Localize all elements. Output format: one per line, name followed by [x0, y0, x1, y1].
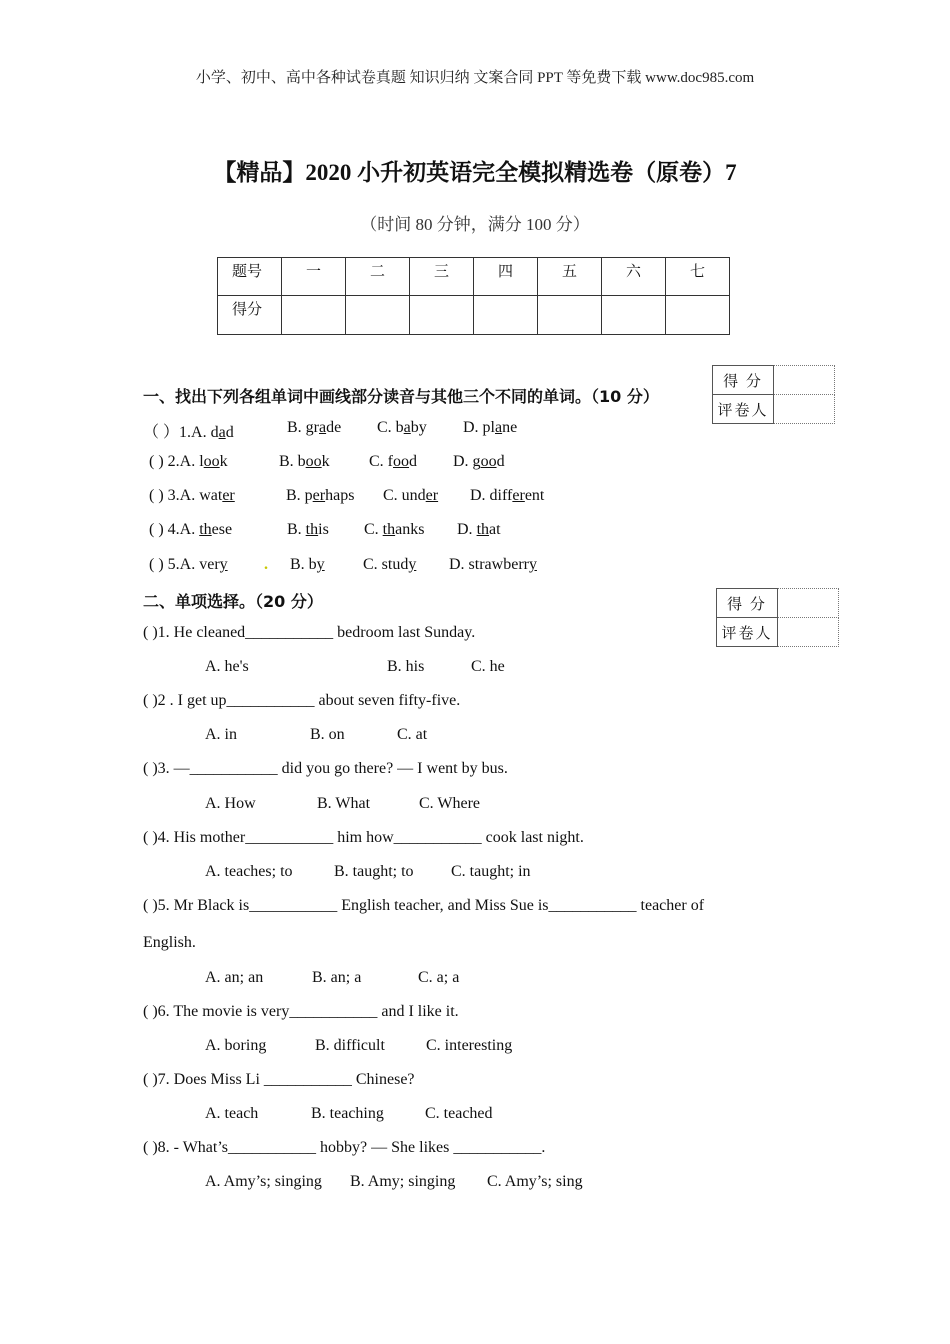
word-part: B. b	[290, 556, 317, 573]
score-table-col: 七	[666, 258, 730, 296]
underlined-part: er	[312, 487, 326, 504]
word-part: B. b	[279, 453, 306, 470]
grader-box-section2	[716, 588, 839, 647]
underlined-part: er	[512, 487, 525, 504]
grader-reviewer-label: 评卷人	[717, 618, 778, 647]
q-number: 1.A.	[179, 424, 211, 441]
q-number: 4.A.	[167, 521, 200, 538]
s1-option-b	[287, 419, 341, 437]
s1-option-c	[364, 521, 424, 539]
grader-score-label: 得 分	[713, 366, 774, 395]
q-number: 3.A. wat	[167, 487, 223, 504]
s1-option-b	[290, 556, 325, 574]
s2-option-a[interactable]: A. teach	[205, 1105, 259, 1122]
underlined-part: a	[319, 419, 327, 436]
s1-option-d	[463, 419, 517, 437]
underlined-part: oo	[393, 453, 409, 470]
s2-option-c[interactable]: C. at	[397, 726, 428, 743]
word-part: ese	[211, 521, 233, 538]
score-cell[interactable]	[346, 296, 410, 335]
word-part: C.	[364, 521, 383, 538]
score-table-row1-label: 题号	[218, 258, 282, 296]
word-part: at	[489, 521, 501, 538]
word-part: d	[225, 424, 234, 441]
word-part: D. diff	[470, 487, 513, 504]
underlined-part: y	[219, 556, 228, 573]
underlined-part: a	[495, 419, 503, 436]
s2-question-stem: ( )7. Does Miss Li ___________ Chinese?	[143, 1071, 415, 1088]
word-part: ent	[524, 487, 545, 504]
underlined-part: y	[408, 556, 417, 573]
word-part: D. g	[453, 453, 481, 470]
word-part: de	[326, 419, 342, 436]
s2-question-stem: ( )3. —___________ did you go there? — I went by bus.	[143, 760, 508, 777]
underlined-part: th	[305, 521, 319, 538]
underlined-part: th	[476, 521, 490, 538]
word-part: d	[210, 424, 219, 441]
s1-question	[149, 453, 228, 471]
s2-option-b[interactable]: B. What	[317, 795, 371, 812]
word-part: by	[410, 419, 427, 436]
score-table-header-row	[218, 258, 730, 296]
s1-option-d	[470, 487, 544, 505]
underlined-part: th	[382, 521, 396, 538]
score-table	[217, 257, 730, 335]
word-part: haps	[325, 487, 355, 504]
word-part: C. f	[369, 453, 393, 470]
s1-option-c	[383, 487, 438, 505]
s2-option-a[interactable]: A. teaches; to	[205, 863, 293, 880]
answer-paren[interactable]: ( )	[149, 487, 164, 504]
word-part: is	[318, 521, 329, 538]
score-cell[interactable]	[410, 296, 474, 335]
underlined-part: th	[199, 521, 212, 538]
s2-option-a[interactable]: A. in	[205, 726, 237, 743]
s1-option-d	[453, 453, 505, 471]
word-part: D.	[457, 521, 477, 538]
s1-option-b	[287, 521, 329, 539]
grader-score-label: 得 分	[717, 589, 778, 618]
s2-option-b[interactable]: B. Amy; singing	[350, 1173, 456, 1190]
s2-question-stem: ( )2 . I get up___________ about seven fifty-five.	[143, 692, 461, 709]
s2-question-stem: ( )1. He cleaned___________ bedroom last Sunday.	[143, 624, 476, 641]
word-part: B. p	[286, 487, 313, 504]
underlined-part: y	[528, 556, 537, 573]
answer-paren[interactable]: ( )	[149, 453, 164, 470]
s2-option-b[interactable]: B. difficult	[315, 1037, 385, 1054]
s2-question-stem: ( )5. Mr Black is___________ English teacher, and Miss Sue is___________ teacher of	[143, 897, 705, 914]
s1-question	[149, 556, 228, 574]
grader-box-section1	[712, 365, 835, 424]
underlined-part: a	[218, 424, 226, 441]
s2-option-b[interactable]: B. taught; to	[334, 863, 414, 880]
score-cell[interactable]	[538, 296, 602, 335]
q-number: 5.A. ver	[167, 556, 220, 573]
s2-option-c[interactable]: C. interesting	[426, 1037, 513, 1054]
section2-heading: 二、单项选择。（20 分）	[143, 592, 323, 611]
word-part: d	[409, 453, 417, 470]
grader-score-value[interactable]	[778, 589, 839, 618]
s1-question	[149, 487, 235, 505]
grader-reviewer-label: 评卷人	[713, 395, 774, 424]
site-header: 小学、初中、高中各种试卷真题 知识归纳 文案合同 PPT 等免费下载 www.doc985.com	[195, 70, 755, 86]
s2-option-b[interactable]: B. on	[310, 726, 345, 743]
s2-option-c[interactable]: C. he	[471, 658, 505, 675]
grader-score-value[interactable]	[774, 366, 835, 395]
s1-question	[143, 419, 234, 442]
s1-option-c	[363, 556, 416, 574]
score-cell[interactable]	[666, 296, 730, 335]
s2-question-stem: ( )4. His mother___________ him how___________ cook last night.	[143, 829, 584, 846]
exam-subtitle: （时间 80 分钟，满分 100 分）	[360, 215, 590, 234]
answer-paren[interactable]: ( )	[149, 556, 164, 573]
page-title: 【精品】2020 小升初英语完全模拟精选卷（原卷）7	[213, 160, 737, 185]
word-part: C. und	[383, 487, 426, 504]
word-part: k	[219, 453, 228, 470]
s2-option-a[interactable]: A. How	[205, 795, 256, 812]
s2-option-c[interactable]: C. teached	[425, 1105, 493, 1122]
q-number: 2.A. l	[167, 453, 204, 470]
word-part: C. b	[377, 419, 404, 436]
s1-question	[149, 521, 232, 539]
s1-option-c	[377, 419, 427, 437]
score-table-col: 五	[538, 258, 602, 296]
s2-option-c[interactable]: C. a; a	[418, 969, 460, 986]
score-table-col: 二	[346, 258, 410, 296]
underlined-part: oo	[480, 453, 497, 470]
score-cell[interactable]	[282, 296, 346, 335]
word-part: d	[496, 453, 505, 470]
s2-question-stem: ( )8. - What’s___________ hobby? — She likes ___________.	[143, 1139, 546, 1156]
s1-option-d	[449, 556, 537, 574]
grader-reviewer-value[interactable]	[778, 618, 839, 647]
score-table-score-row	[218, 296, 730, 335]
underlined-part: er	[425, 487, 439, 504]
s2-question-stem: ( )6. The movie is very___________ and I like it.	[143, 1003, 459, 1020]
s2-option-a[interactable]: A. boring	[205, 1037, 267, 1054]
word-part: B. gr	[287, 419, 319, 436]
s1-option-d	[457, 521, 501, 539]
word-part: D. strawberr	[449, 556, 529, 573]
score-table-col: 六	[602, 258, 666, 296]
word-part: D. pl	[463, 419, 495, 436]
word-part: ne	[502, 419, 518, 436]
s2-question-stem-cont: English.	[143, 934, 196, 951]
score-cell[interactable]	[602, 296, 666, 335]
grader-reviewer-value[interactable]	[774, 395, 835, 424]
underlined-part: oo	[203, 453, 220, 470]
underlined-part: oo	[305, 453, 322, 470]
underlined-part: er	[222, 487, 235, 504]
s2-option-a[interactable]: A. an; an	[205, 969, 264, 986]
underlined-part: y	[316, 556, 325, 573]
score-table-row2-label: 得分	[218, 296, 282, 335]
score-table-col: 三	[410, 258, 474, 296]
stray-dot: .	[264, 556, 268, 573]
word-part: k	[321, 453, 330, 470]
score-table-col: 四	[474, 258, 538, 296]
word-part: anks	[395, 521, 425, 538]
s1-option-c	[369, 453, 417, 471]
s2-option-c[interactable]: C. Amy’s; sing	[487, 1173, 583, 1190]
s2-option-a[interactable]: A. Amy’s; singing	[205, 1173, 322, 1190]
underlined-part: a	[403, 419, 411, 436]
word-part: C. stud	[363, 556, 409, 573]
s2-option-b[interactable]: B. his	[387, 658, 425, 675]
answer-paren[interactable]: （ ）	[143, 424, 180, 441]
score-table-col: 一	[282, 258, 346, 296]
s2-option-b[interactable]: B. teaching	[311, 1105, 384, 1122]
word-part: B.	[287, 521, 306, 538]
section1-heading: 一、找出下列各组单词中画线部分读音与其他三个不同的单词。（10 分）	[143, 387, 659, 406]
score-cell[interactable]	[474, 296, 538, 335]
answer-paren[interactable]: ( )	[149, 521, 164, 538]
s2-option-c[interactable]: C. Where	[419, 795, 481, 812]
s2-option-b[interactable]: B. an; a	[312, 969, 362, 986]
s2-option-c[interactable]: C. taught; in	[451, 863, 531, 880]
s2-option-a[interactable]: A. he's	[205, 658, 249, 675]
s1-option-b	[286, 487, 354, 505]
s1-option-b	[279, 453, 330, 471]
